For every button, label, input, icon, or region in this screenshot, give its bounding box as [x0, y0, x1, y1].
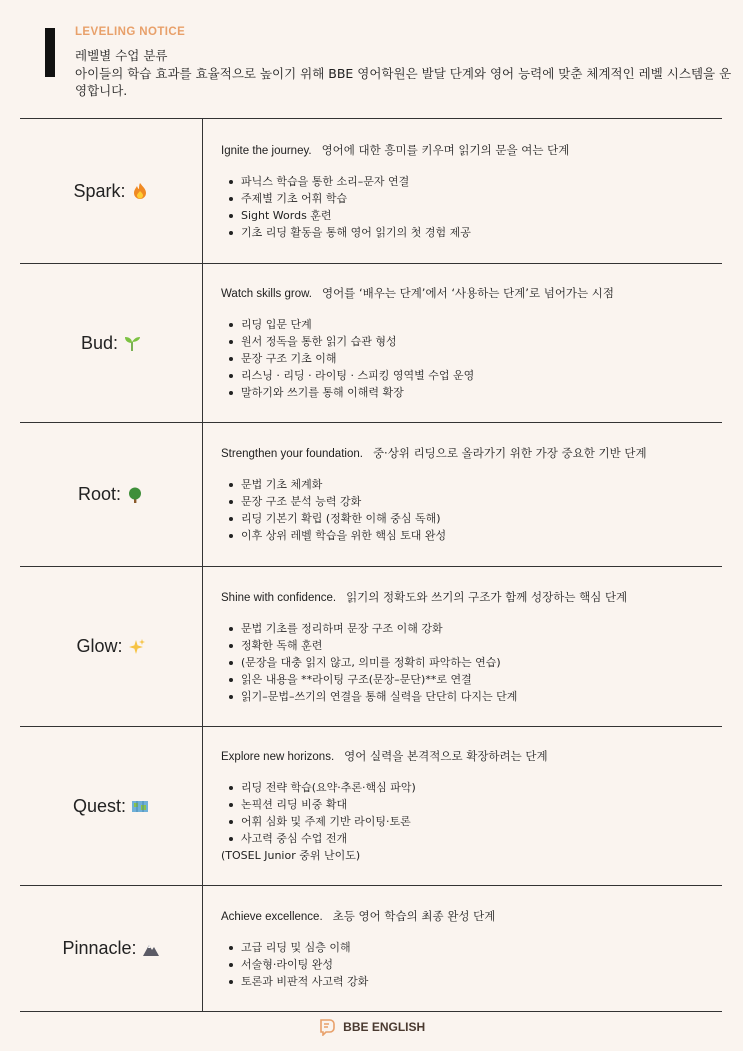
list-item: 리스닝 · 리딩 · 라이팅 · 스피킹 영역별 수업 운영	[227, 367, 722, 384]
list-item: 파닉스 학습을 통한 소리–문자 연결	[227, 173, 722, 190]
level-slogan: Watch skills grow.	[221, 288, 312, 300]
list-item: 주제별 기초 어휘 학습	[227, 190, 722, 207]
level-name-cell	[20, 886, 203, 1011]
level-slogan: Explore new horizons.	[221, 751, 335, 763]
list-item: 문법 기초를 정리하며 문장 구조 이해 강화	[227, 620, 722, 637]
level-intro	[221, 589, 722, 606]
level-name-cell	[20, 423, 203, 566]
level-slogan: Shine with confidence.	[221, 591, 337, 604]
list-item: Sight Words 훈련	[227, 207, 722, 224]
level-row	[20, 567, 722, 727]
level-name-cell	[20, 567, 203, 726]
level-name: Spark:	[73, 180, 126, 201]
level-intro	[221, 748, 722, 765]
list-item: 사고력 중심 수업 전개	[227, 830, 722, 847]
list-item: 문법 기초 체계화	[227, 476, 722, 493]
list-item: 리딩 기본기 확립 (정확한 이해 중심 독해)	[227, 510, 722, 527]
level-summary: 읽기의 정확도와 쓰기의 구조가 함께 성장하는 핵심 단계	[346, 589, 628, 604]
level-name-cell	[20, 727, 203, 885]
list-item: 고급 리딩 및 심층 이해	[227, 939, 722, 956]
level-name: Root:	[77, 484, 122, 504]
tree-icon	[126, 486, 144, 504]
level-name-cell	[20, 119, 203, 263]
level-bullet-list	[221, 779, 722, 847]
list-item: 문장 구조 분석 능력 강화	[227, 493, 722, 510]
level-row	[20, 886, 722, 1012]
level-row	[20, 423, 722, 567]
level-name-cell	[20, 264, 203, 422]
header-accent-bar	[45, 28, 55, 77]
map-icon	[131, 797, 149, 815]
level-bullet-list	[221, 476, 722, 544]
footer-brand-text: BBE ENGLISH	[343, 1020, 426, 1034]
notice-header	[0, 0, 743, 118]
level-summary: 초등 영어 학습의 최종 완성 단계	[332, 908, 496, 923]
list-item: 정확한 독해 훈련	[227, 637, 722, 654]
level-row	[20, 119, 722, 264]
list-item: 말하기와 쓰기를 통해 이해력 확장	[227, 384, 722, 401]
header-description: 아이들의 학습 효과를 효율적으로 높이기 위해 BBE 영어학원은 발달 단계와 영어 능력에 맞춘 체계적인 레벨 시스템을 운영합니다.	[75, 66, 732, 98]
level-intro	[221, 142, 722, 159]
level-note: (TOSEL Junior 중위 난이도)	[221, 849, 361, 862]
level-bullet-list	[221, 316, 722, 401]
level-slogan: Achieve excellence.	[221, 910, 323, 923]
level-description-cell	[203, 423, 722, 566]
level-slogan: Strengthen your foundation.	[221, 448, 363, 460]
level-description-cell	[203, 264, 722, 422]
level-description-cell	[203, 567, 722, 726]
list-item: 리딩 입문 단계	[227, 316, 722, 333]
footer-brand	[0, 1018, 743, 1036]
list-item: 논픽션 리딩 비중 확대	[227, 796, 722, 813]
list-item: 리딩 전략 학습(요약·추론·핵심 파악)	[227, 779, 722, 796]
list-item: 서술형·라이팅 완성	[227, 956, 722, 973]
level-summary: 영어에 대한 흥미를 키우며 읽기의 문을 여는 단계	[321, 142, 570, 157]
list-item: (문장을 대충 읽지 않고, 의미를 정확히 파악하는 연습)	[227, 654, 722, 671]
list-item: 토론과 비판적 사고력 강화	[227, 973, 722, 990]
level-name: Quest:	[72, 795, 127, 816]
level-bullet-list	[221, 939, 722, 990]
list-item: 어휘 심화 및 주제 기반 라이팅·토론	[227, 813, 722, 830]
header-title: 레벨별 수업 분류	[75, 48, 168, 63]
level-name: Pinnacle:	[62, 938, 137, 958]
level-intro	[221, 908, 722, 925]
notice-label: LEVELING NOTICE	[75, 26, 186, 38]
mountain-icon	[142, 940, 160, 958]
level-description-cell	[203, 886, 722, 1011]
level-slogan: Ignite the journey.	[221, 144, 312, 157]
level-bullet-list	[221, 620, 722, 705]
level-description-cell	[203, 727, 722, 885]
level-summary: 중·상위 리딩으로 올라가기 위한 가장 중요한 기반 단계	[372, 446, 647, 460]
level-name: Glow:	[76, 636, 123, 656]
list-item: 원서 정독을 통한 읽기 습관 형성	[227, 333, 722, 350]
list-item: 기초 리딩 활동을 통해 영어 읽기의 첫 경험 제공	[227, 224, 722, 241]
level-row	[20, 264, 722, 423]
level-description-cell	[203, 119, 722, 263]
level-row	[20, 727, 722, 886]
level-bullet-list	[221, 173, 722, 241]
level-intro	[221, 285, 722, 302]
seedling-icon	[123, 334, 141, 352]
level-table	[20, 118, 722, 1012]
level-name: Bud:	[80, 332, 119, 353]
list-item: 읽기–문법–쓰기의 연결을 통해 실력을 단단히 다지는 단계	[227, 688, 722, 705]
level-intro	[221, 445, 722, 462]
list-item: 문장 구조 기초 이해	[227, 350, 722, 367]
fire-icon	[131, 182, 149, 200]
level-summary: 영어 실력을 본격적으로 확장하려는 단계	[344, 749, 548, 763]
bbe-logo-icon	[318, 1018, 336, 1036]
level-summary: 영어를 ‘배우는 단계’에서 ‘사용하는 단계’로 넘어가는 시점	[321, 286, 615, 300]
sparkles-icon	[128, 638, 146, 656]
list-item: 이후 상위 레벨 학습을 위한 핵심 토대 완성	[227, 527, 722, 544]
list-item: 읽은 내용을 **라이팅 구조(문장–문단)**로 연결	[227, 671, 722, 688]
